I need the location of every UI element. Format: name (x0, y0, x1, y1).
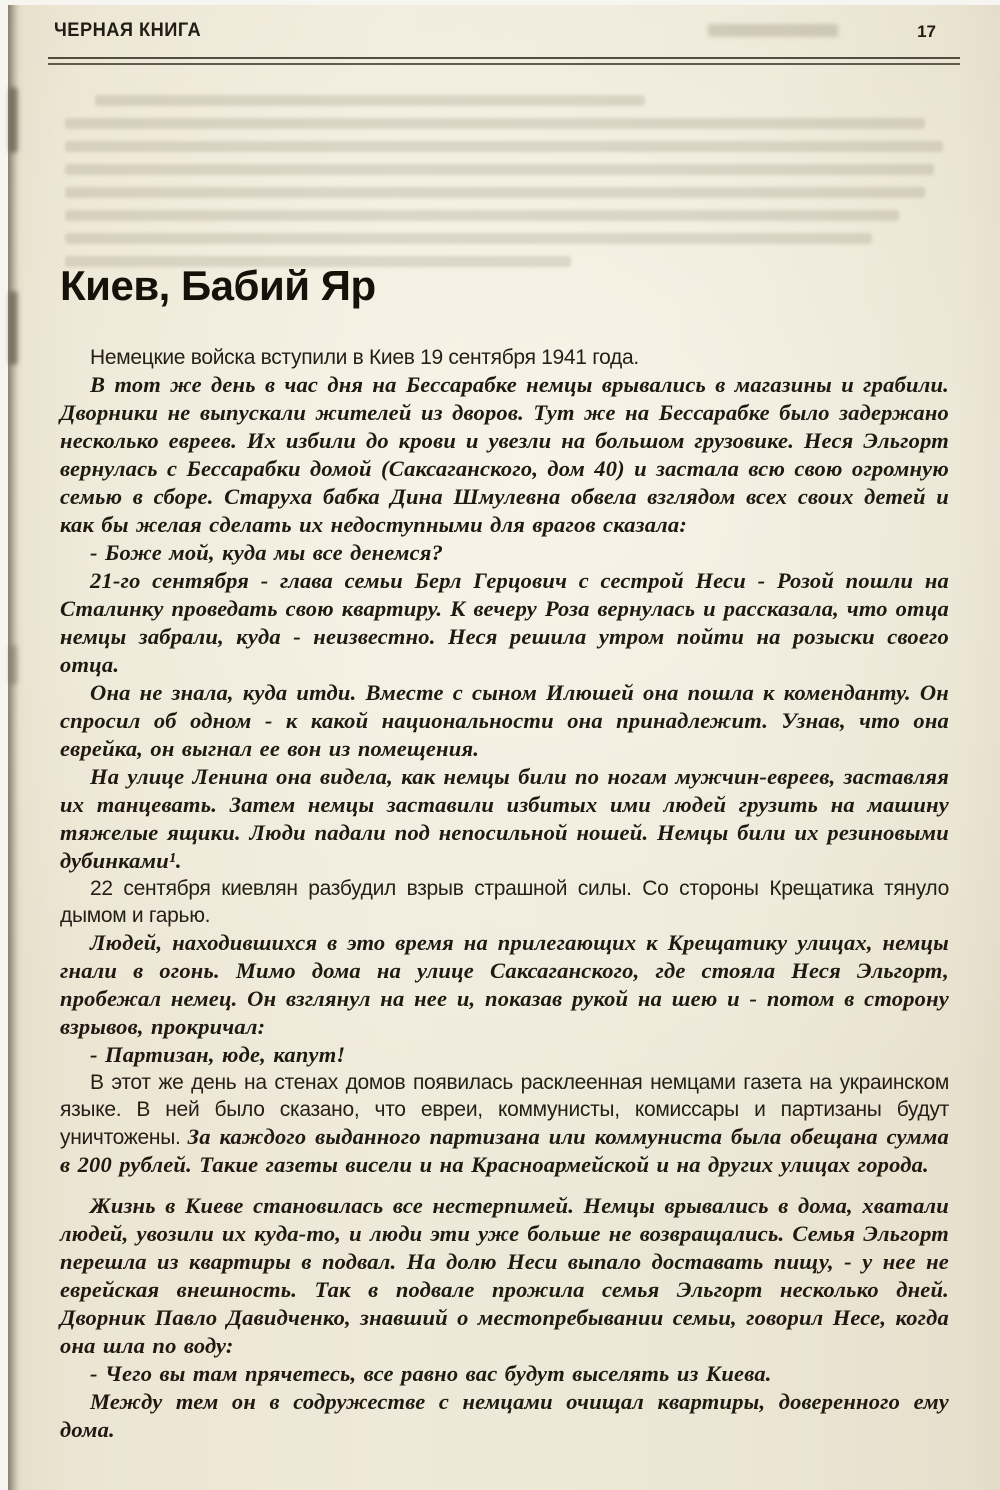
paragraph (60, 876, 949, 930)
paragraph (60, 764, 949, 876)
text-run-sans: Немецкие войска вступили в Киев 19 сентября 1941 года. (90, 346, 639, 369)
paragraph (60, 540, 949, 568)
text-run-italic: На улице Ленина она видела, как немцы били по ногам мужчин-евреев, заставляя их танцевать. Затем немцы заставили избитых ими людей грузить на машину тяжелые ящики. Люди падали под непосильной ношей. Немцы били их резиновыми дубинками¹. (60, 764, 949, 873)
page-header (54, 18, 958, 44)
paragraph (60, 680, 949, 764)
text-run-italic: Между тем он в содружестве с немцами очищал квартиры, доверенного ему дома. (60, 1389, 949, 1442)
text-run-italic: - Боже мой, куда мы все денемся? (90, 540, 444, 565)
paragraph (60, 568, 949, 680)
text-run-sans: 22 сентября киевлян разбудил взрыв страшной силы. Со стороны Крещатика тянуло дымом и гарью. (60, 877, 949, 927)
bleed-through-line (65, 187, 925, 198)
text-run-italic: В тот же день в час дня на Бессарабке немцы врывались в магазины и грабили. Дворники не выпускали жителей из дворов. Тут же на Бессарабке было задержано несколько евреев. Их избили до крови и увезли на большом грузовике. Неся Эльгорт вернулась с Бессарабки домой (Саксаганского, дом 40) и застала всю свою огромную семью в сборе. Старуха бабка Дина Шмулевна обвела взглядом всех своих детей и как бы желая сделать их недоступными для врагов сказала: (60, 372, 949, 537)
scan-smudge (9, 645, 18, 685)
bleed-through-line (95, 95, 645, 106)
header-rule (48, 57, 960, 65)
chapter-title: Киев, Бабий Яр (60, 262, 376, 309)
bleed-through-line (65, 141, 943, 152)
scan-edge-shadow (8, 5, 19, 1490)
bleed-through-text-block (65, 95, 952, 279)
running-head-title: ЧЕРНАЯ КНИГА (54, 20, 202, 41)
bleed-through-line (65, 210, 899, 221)
paragraph (60, 1193, 949, 1361)
text-run-italic: Людей, находившихся в это время на прилегающих к Крещатику улицах, немцы гнали в огонь. Мимо дома на улице Саксаганского, где стояла Неся Эльгорт, пробежал немец. Он взглянул на нее и, показав рукой на шею и - потом в сторону взрывов, прокричал: (60, 930, 949, 1039)
scan-smudge (9, 291, 18, 365)
text-run-italic: Она не знала, куда итди. Вместе с сыном Илюшей она пошла к коменданту. Он спросил об одном - к какой национальности она принадлежит. Узнав, что она еврейка, он выгнал ее вон из помещения. (60, 680, 949, 761)
text-run-italic: 21-го сентября - глава семьи Берл Герцович с сестрой Неси - Розой пошли на Сталинку проведать свою квартиру. К вечеру Роза вернулась и рассказала, что отца немцы забрали, куда - неизвестно. Неся решила утром пойти на розыски своего отца. (60, 568, 949, 677)
bleed-through-text (708, 24, 838, 37)
paragraph (60, 345, 949, 372)
paragraph (60, 1389, 949, 1445)
text-run-sans: В этот же день на стенах домов появилась расклеенная немцами газета на украинском языке. В ней было сказано, что евреи, коммунисты, комиссары и партизаны будут уничтожены. (60, 1071, 949, 1149)
page-number: 17 (917, 22, 936, 41)
body-text (60, 345, 949, 1445)
paragraph (60, 1070, 949, 1180)
book-page (8, 5, 1000, 1490)
text-run-italic: - Чего вы там прячетесь, все равно вас будут выселять из Киева. (90, 1361, 772, 1386)
paragraph (60, 930, 949, 1042)
paragraph (60, 1361, 949, 1389)
scan-smudge (9, 87, 18, 153)
bleed-through-line (65, 164, 934, 175)
bleed-through-line (65, 233, 872, 244)
text-run-italic: Жизнь в Киеве становилась все нестерпимей. Немцы врывались в дома, хватали людей, увозили их куда-то, и люди эти уже больше не возвращались. Семья Эльгорт перешла из квартиры в подвал. На долю Неси выпало доставать пищу, - у нее не еврейская внешность. Так в подвале прожила семья Эльгорт несколько дней. Дворник Павло Давидченко, знавший о местопребывании семьи, говорил Несе, когда она шла по воду: (60, 1193, 949, 1358)
paragraph (60, 1042, 949, 1070)
bleed-through-line (65, 118, 925, 129)
text-run-italic: - Партизан, юде, капут! (90, 1042, 346, 1067)
paragraph (60, 372, 949, 540)
text-run-italic: За каждого выданного партизана или коммуниста была обещана сумма в 200 рублей. Такие газеты висели и на Красноармейской и на других улицах города. (60, 1124, 949, 1177)
